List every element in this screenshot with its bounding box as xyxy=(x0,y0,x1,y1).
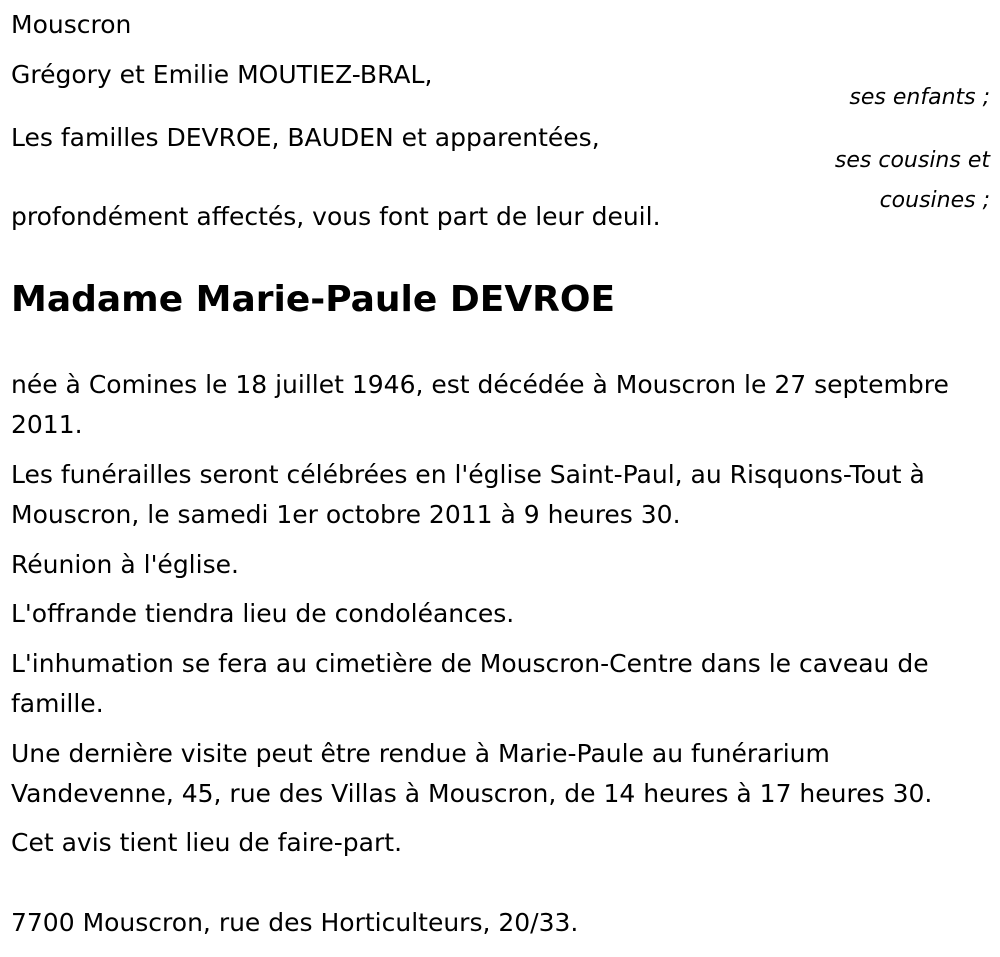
families-line: Les familles DEVROE, BAUDEN et apparentées, xyxy=(11,123,600,152)
header-city: Mouscron xyxy=(11,10,132,39)
announcement-line: profondément affectés, vous font part de leur deuil. xyxy=(11,202,661,231)
cousins-role-line-1: ses cousins et xyxy=(834,148,990,173)
cousins-role-line-2: cousines ; xyxy=(879,188,990,213)
notice-paragraph: Cet avis tient lieu de faire-part. xyxy=(11,828,403,857)
offering-paragraph: L'offrande tiendra lieu de condoléances. xyxy=(11,599,515,628)
burial-paragraph: L'inhumation se fera au cimetière de Mouscron-Centre dans le caveau de famille. xyxy=(11,649,929,718)
visit-paragraph: Une dernière visite peut être rendue à Marie-Paule au funérarium Vandevenne, 45, rue des Villas à Mouscron, de 14 heures à 17 heures 30. xyxy=(11,739,933,808)
birth-death-paragraph: née à Comines le 18 juillet 1946, est décédée à Mouscron le 27 septembre 2011. xyxy=(11,370,949,439)
children-role: ses enfants ; xyxy=(849,85,990,110)
gathering-paragraph: Réunion à l'église. xyxy=(11,550,239,579)
funeral-paragraph: Les funérailles seront célébrées en l'église Saint-Paul, au Risquons-Tout à Mouscron, le samedi 1er octobre 2011 à 9 heures 30. xyxy=(11,460,925,529)
deceased-name: Madame Marie-Paule DEVROE xyxy=(11,279,616,320)
children-line: Grégory et Emilie MOUTIEZ-BRAL, xyxy=(11,60,433,89)
family-address: 7700 Mouscron, rue des Horticulteurs, 20/33. xyxy=(11,908,579,937)
